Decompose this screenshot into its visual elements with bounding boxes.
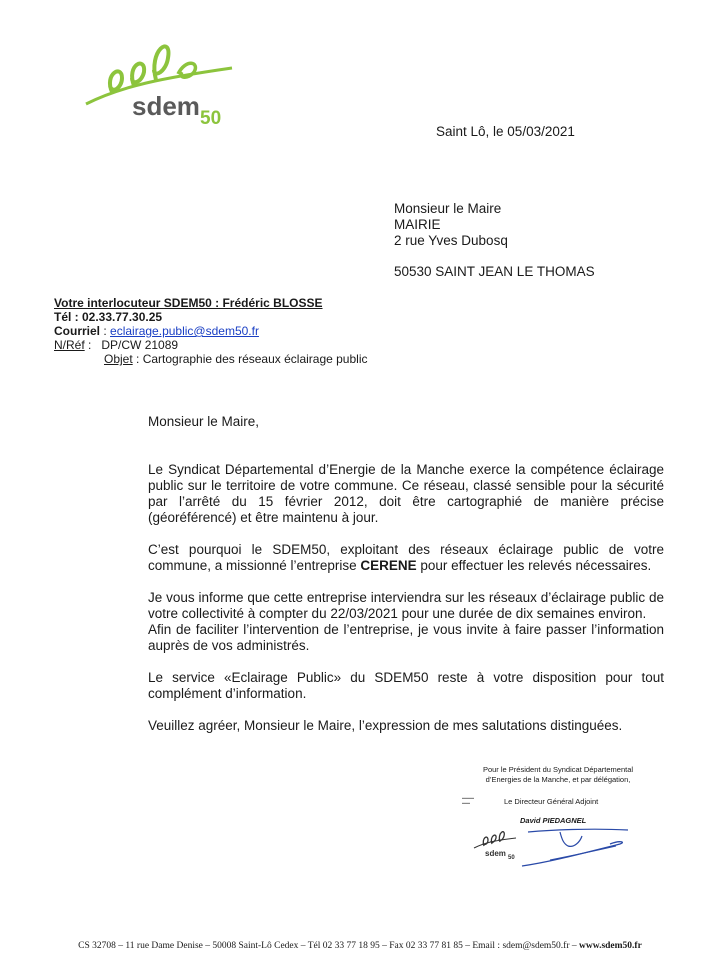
- page-footer: [0, 941, 720, 951]
- letter-body: [148, 414, 664, 734]
- footer-text: CS 32708 – 11 rue Dame Denise – 50008 Saint-Lô Cedex – Tél 02 33 77 18 95 – Fax 02 33 77 81 85 – Email : sdem@sdem50.fr –: [78, 941, 580, 951]
- email-label: Courriel: [54, 324, 101, 338]
- salutation: Monsieur le Maire,: [148, 414, 260, 429]
- email-link[interactable]: eclairage.public@sdem50.fr: [110, 324, 259, 338]
- paragraph-2-a: C’est pourquoi le SDEM50, exploitant des réseaux éclairage public de votre commune, a missionné l’entreprise: [148, 542, 664, 573]
- contact-block: [54, 296, 368, 366]
- objet-label: Objet: [104, 352, 133, 366]
- ref-sep: :: [84, 338, 92, 352]
- signatory-name: David PIEDAGNEL: [520, 816, 587, 825]
- ref-line: [54, 338, 368, 352]
- recipient-line-2: MAIRIE: [394, 217, 441, 232]
- objet-value: : Cartographie des réseaux éclairage public: [132, 352, 368, 366]
- signature-line-2: d’Energies de la Manche, et par délégation,: [485, 775, 631, 784]
- paragraph-3-1: Je vous informe que cette entreprise interviendra sur les réseaux d’éclairage public de votre collectivité à compter du 22/03/2021 pour une durée de dix semaines environ.: [148, 590, 664, 621]
- signature-line-1: Pour le Président du Syndicat Départemental: [482, 765, 634, 774]
- paragraph-4: Le service «Eclairage Public» du SDEM50 reste à votre disposition pour tout complément d’information.: [148, 670, 664, 701]
- footer-website[interactable]: www.sdem50.fr: [579, 941, 642, 951]
- recipient-address: [394, 201, 595, 280]
- paragraph-2: [148, 542, 664, 574]
- paragraph-1: Le Syndicat Départemental d’Energie de la Manche exerce la compétence éclairage public sur le territoire de votre commune. Ce réseau, classé sensible pour la sécurité par l’arrêté du 15 février 2012, doit être cartographié de manière précise (géoréférencé) et être maintenu à jour.: [148, 462, 664, 525]
- small-sdem50-logo: [472, 828, 524, 860]
- phone: Tél : 02.33.77.30.25: [54, 310, 163, 324]
- email-sep: :: [100, 324, 111, 338]
- interlocutor: Votre interlocuteur SDEM50 : Frédéric BLOSSE: [54, 296, 323, 310]
- paragraph-3-2: Afin de faciliter l’intervention de l’entreprise, je vous invite à faire passer l’information auprès de vos administrés.: [148, 622, 664, 653]
- objet-line: [54, 352, 368, 366]
- sdem50-logo: [82, 28, 254, 128]
- recipient-line-4: 50530 SAINT JEAN LE THOMAS: [394, 264, 595, 279]
- small-logo-number: 50: [508, 855, 515, 860]
- signature-delegation: [478, 765, 638, 785]
- letter-date: Saint Lô, le 05/03/2021: [436, 124, 575, 139]
- recipient-line-1: Monsieur le Maire: [394, 201, 502, 216]
- ref-value: DP/CW 21089: [101, 338, 179, 352]
- small-logo-text: sdem: [485, 849, 506, 858]
- logo-number: 50: [200, 108, 222, 128]
- paragraph-2-b: pour effectuer les relevés nécessaires.: [416, 558, 652, 573]
- handwritten-signature: [520, 822, 632, 872]
- company-name: CERENE: [360, 558, 417, 573]
- logo-text: sdem: [132, 91, 200, 121]
- email-line: [54, 324, 368, 338]
- paragraph-5: Veuillez agréer, Monsieur le Maire, l’expression de mes salutations distinguées.: [148, 718, 623, 733]
- stamp-mark: ▬▬▬ ▬▬: [462, 795, 474, 805]
- signature-title: Le Directeur Général Adjoint: [504, 797, 599, 806]
- ref-label: N/Réf: [54, 338, 85, 352]
- recipient-line-3: 2 rue Yves Dubosq: [394, 233, 508, 248]
